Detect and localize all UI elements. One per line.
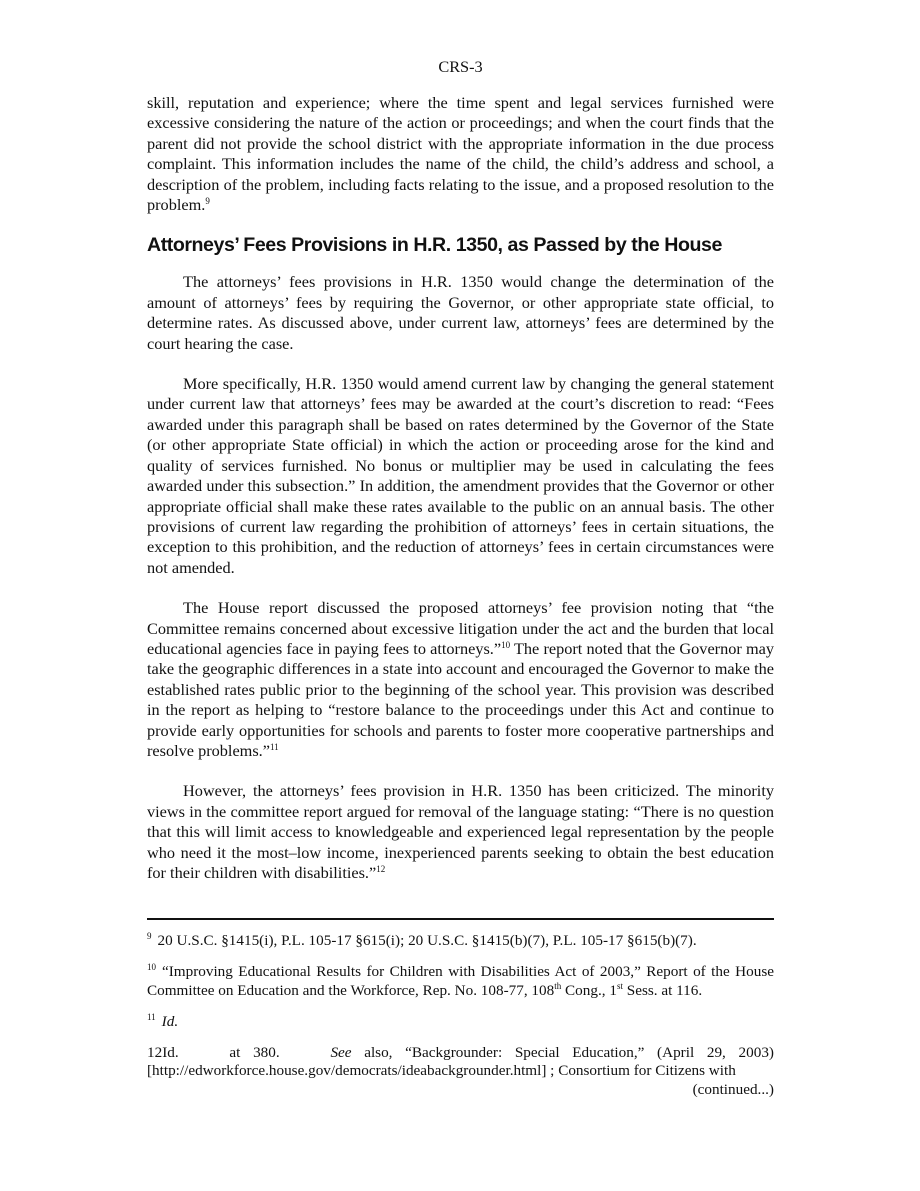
paragraph-3-text-b: The report noted that the Governor may take the geographic differences in a state into account and encouraged the Governor to make the established rates public prior to the beginning of the school year. This provision was described in the report as helping to “restore balance to the proceedings under this Act and continue to provide early opportunities for schools and parents to foster more cooperative partnerships and resolve problems.” <box>147 638 774 760</box>
footnote-10 <box>147 963 774 1001</box>
footnote-ref-9[interactable]: 9 <box>205 196 210 207</box>
footnote-10-number: 10 <box>147 962 156 973</box>
footnote-9-number: 9 <box>147 931 152 942</box>
intro-paragraph <box>147 93 774 215</box>
footnote-12 <box>147 1044 774 1082</box>
footnote-10-text-c: Sess. at 116. <box>622 982 703 999</box>
paragraph-4 <box>147 781 774 883</box>
footnote-12-text-a: Id. at 380. <box>162 1043 331 1061</box>
footnote-12-text-b: also, “Backgrounder: Special Education,” (April 29, 2003) [http://edworkforce.house.gov/democrats/ideabackgrounder.html] ; Consortium for Citizens with <box>147 1043 774 1080</box>
section-heading: Attorneys’ Fees Provisions in H.R. 1350, as Passed by the House <box>147 234 722 257</box>
page-number: CRS-3 <box>438 57 483 76</box>
paragraph-3 <box>147 598 774 761</box>
footnote-10-sup-th: th <box>554 981 562 991</box>
footnote-ref-10[interactable]: 10 <box>501 639 511 650</box>
paragraph-2: More specifically, H.R. 1350 would amend current law by changing the general statement under current law that attorneys’ fees may be awarded at the court’s discretion to read: “Fees awarded under this paragraph shall be based on rates determined by the Governor of the State (or other appropriate State official) in which the action or proceeding arose for the kind and quality of services furnished. No bonus or multiplier may be used in calculating the fees awarded under this subsection.” In addition, the amendment provides that the Governor or other appropriate official shall make these rates available to the public on an annual basis. The other provisions of current law regarding the prohibition of attorneys’ fees in certain situations, the exception to this prohibition, and the reduction of attorneys’ fees in certain circumstances were not amended. <box>147 374 774 577</box>
footnote-12-number: 12 <box>147 1043 163 1061</box>
footnote-9-text: 20 U.S.C. §1415(i), P.L. 105-17 §615(i); 20 U.S.C. §1415(b)(7), P.L. 105-17 §615(b)(7). <box>157 932 697 950</box>
footnote-divider <box>147 918 774 920</box>
footnote-ref-11[interactable]: 11 <box>269 741 279 752</box>
footnote-10-text-a: “Improving Educational Results for Children with Disabilities Act of 2003,” Report of the House Committee on Education and the Workforce, Rep. No. 108-77, 108 <box>147 963 774 999</box>
footnote-11 <box>147 1013 774 1032</box>
paragraph-4-text: However, the attorneys’ fees provision in H.R. 1350 has been criticized. The minority views in the committee report argued for removal of the language stating: “There is no question that this will limit access to knowledgeable and experienced legal representation by the people who need it the most–low income, inexperienced parents seeking to obtain the best education for their children with disabilities.” <box>147 781 774 882</box>
document-page <box>147 0 774 1100</box>
footnote-ref-12[interactable]: 12 <box>376 864 386 874</box>
continued-note: (continued...) <box>692 1081 774 1099</box>
footnote-10-sup-st: st <box>616 981 623 991</box>
footnote-10-text-b: Cong., 1 <box>561 982 617 999</box>
footnotes-section <box>147 932 774 1100</box>
paragraph-1: The attorneys’ fees provisions in H.R. 1350 would change the determination of the amount of attorneys’ fees by requiring the Governor, or other appropriate state official, to determine rates. As discussed above, under current law, attorneys’ fees are determined by the court hearing the case. <box>147 272 774 353</box>
footnote-12-see: See <box>330 1043 352 1061</box>
footnote-11-number: 11 <box>147 1011 156 1022</box>
footnote-9 <box>147 932 774 951</box>
paragraph-3-text-a: The House report discussed the proposed attorneys’ fee provision noting that “the Committee remains concerned about excessive litigation under the act and the burden that local educational agencies face in paying fees to attorneys.” <box>147 598 774 658</box>
footnote-11-text: Id. <box>161 1012 179 1030</box>
intro-paragraph-text: skill, reputation and experience; where the time spent and legal services furnished were excessive considering the nature of the action or proceedings; and when the court finds that the parent did not provide the school district with the appropriate information in the due process complaint. This information includes the name of the child, the child’s address and school, a description of the problem, including facts relating to the issue, and a proposed resolution to the problem. <box>147 93 774 215</box>
